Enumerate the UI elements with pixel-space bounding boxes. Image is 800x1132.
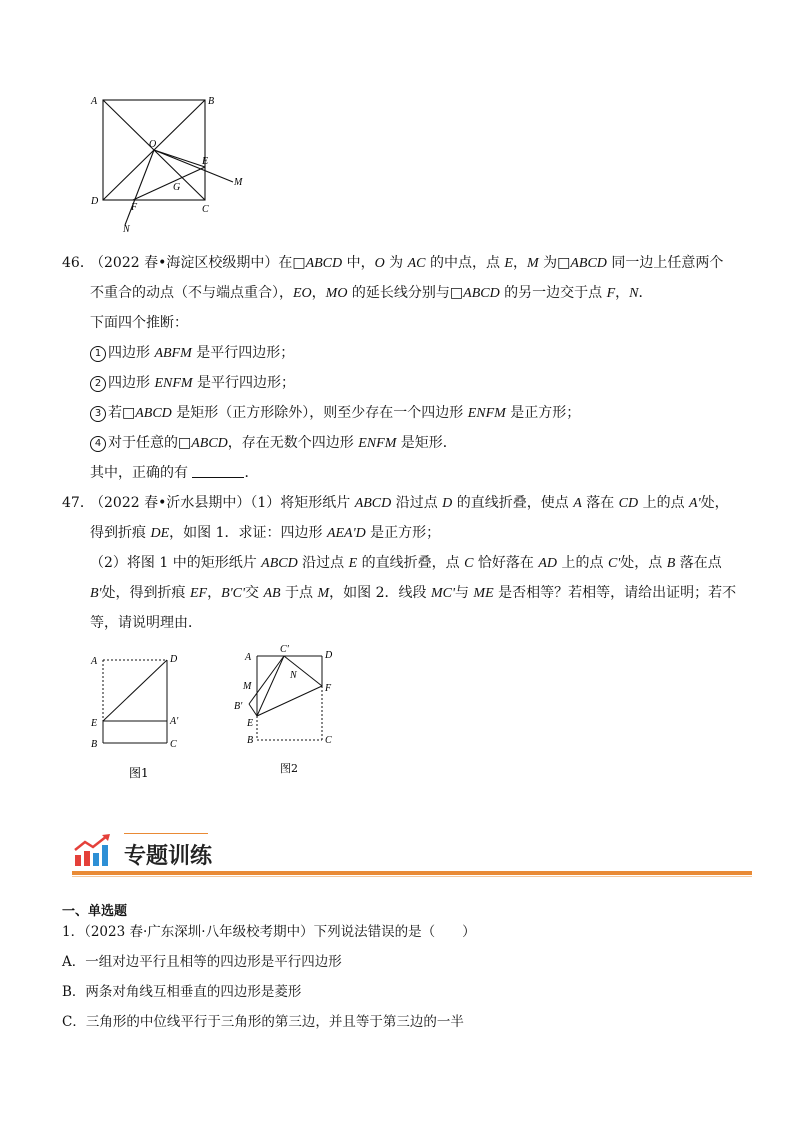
figure-1 — [85, 648, 195, 786]
section-title-underline-top — [124, 833, 208, 834]
q46-item1: 1 四边形 ABFM 是平行四边形； — [90, 343, 294, 364]
q46-line1: （2022 春•海淀区校级期中）在□ABCD 中，O 为 AC 的中点，点 E，M 为□ABCD 同一边上任意两个 — [90, 255, 724, 271]
fig2-label-cp: C' — [280, 644, 289, 655]
fig2-label-a: A — [245, 652, 252, 663]
figure-2 — [230, 642, 345, 780]
fig1-label-e: E — [91, 718, 98, 729]
q47-line5: 等，请说明理由． — [90, 615, 202, 631]
section-title: 专题训练 — [124, 844, 213, 869]
label-b: B — [208, 96, 215, 107]
q46-item3: 3 若□ABCD 是矩形（正方形除外），则至少存在一个四边形 ENFM 是正方形； — [90, 403, 580, 424]
fig2-label-bp: B' — [234, 701, 243, 712]
q47-line3: （2）将图 1 中的矩形纸片 ABCD 沿过点 E 的直线折叠，点 C 恰好落在 AD 上的点 C'处，点 B 落在点 — [90, 555, 722, 571]
label-d: D — [91, 196, 99, 207]
q47-line2: 得到折痕 DE，如图 1．求证：四边形 AEA'D 是正方形； — [90, 525, 441, 541]
bar-chart-trend-icon — [72, 833, 116, 869]
figure-square-abcd — [85, 90, 255, 235]
label-a: A — [91, 96, 98, 107]
section-divider — [72, 871, 752, 875]
q46-line2: 不重合的动点（不与端点重合），EO，MO 的延长线分别与□ABCD 的另一边交于点 F，N． — [90, 285, 653, 301]
fig1-label-c: C — [170, 739, 177, 750]
part1-q1: 1．（2023 春·广东深圳·八年级校考期中）下列说法错误的是（ ） — [62, 924, 476, 940]
label-m: M — [234, 177, 243, 188]
fig1-label-ap: A' — [170, 716, 179, 727]
label-e: E — [202, 156, 209, 167]
fig2-label-f: F — [325, 683, 332, 694]
fig1-label-b: B — [91, 739, 98, 750]
fig2-label-c: C — [325, 735, 332, 746]
fig1-label-d: D — [170, 654, 178, 665]
label-n: N — [123, 224, 130, 235]
part1-heading: 一、单选题 — [62, 904, 128, 919]
q46-line3: 下面四个推断： — [90, 315, 188, 331]
circled-4-icon: 4 — [90, 436, 106, 452]
fig2-caption: 图2 — [280, 762, 298, 775]
label-c: C — [202, 204, 209, 215]
fig2-label-n: N — [290, 670, 297, 681]
fig2-label-d: D — [325, 650, 333, 661]
circled-3-icon: 3 — [90, 406, 106, 422]
q46-item2: 2 四边形 ENFM 是平行四边形； — [90, 373, 295, 394]
q47-line1: （2022 春•沂水县期中）（1）将矩形纸片 ABCD 沿过点 D 的直线折叠，使点 A 落在 CD 上的点 A'处， — [90, 495, 729, 511]
fig2-label-b: B — [247, 735, 254, 746]
part1-option-c[interactable]: C．三角形的中位线平行于三角形的第三边，并且等于第三边的一半 — [62, 1014, 464, 1030]
section-divider-shadow — [72, 876, 752, 877]
q46-answer-line: 其中，正确的有 ． — [90, 465, 259, 481]
fig1-caption: 图1 — [129, 766, 149, 780]
fig1-label-a: A — [91, 656, 98, 667]
part1-option-b[interactable]: B．两条对角线互相垂直的四边形是菱形 — [62, 984, 302, 1000]
answer-blank[interactable] — [192, 465, 244, 478]
fig2-label-e: E — [247, 718, 254, 729]
part1-option-a[interactable]: A．一组对边平行且相等的四边形是平行四边形 — [62, 954, 342, 970]
q47-line4: B'处，得到折痕 EF，B'C'交 AB 于点 M，如图 2．线段 MC'与 ME 是否相等？若相等，请给出证明；若不 — [90, 585, 737, 601]
label-g: G — [173, 182, 181, 193]
circled-1-icon: 1 — [90, 346, 106, 362]
q46-number: 46． — [62, 255, 94, 271]
fig2-label-m: M — [243, 681, 252, 692]
q47-number: 47． — [62, 495, 94, 511]
label-o: O — [149, 139, 157, 150]
q46-item4: 4 对于任意的□ABCD，存在无数个四边形 ENFM 是矩形． — [90, 433, 457, 454]
label-f: F — [131, 202, 138, 213]
circled-2-icon: 2 — [90, 376, 106, 392]
